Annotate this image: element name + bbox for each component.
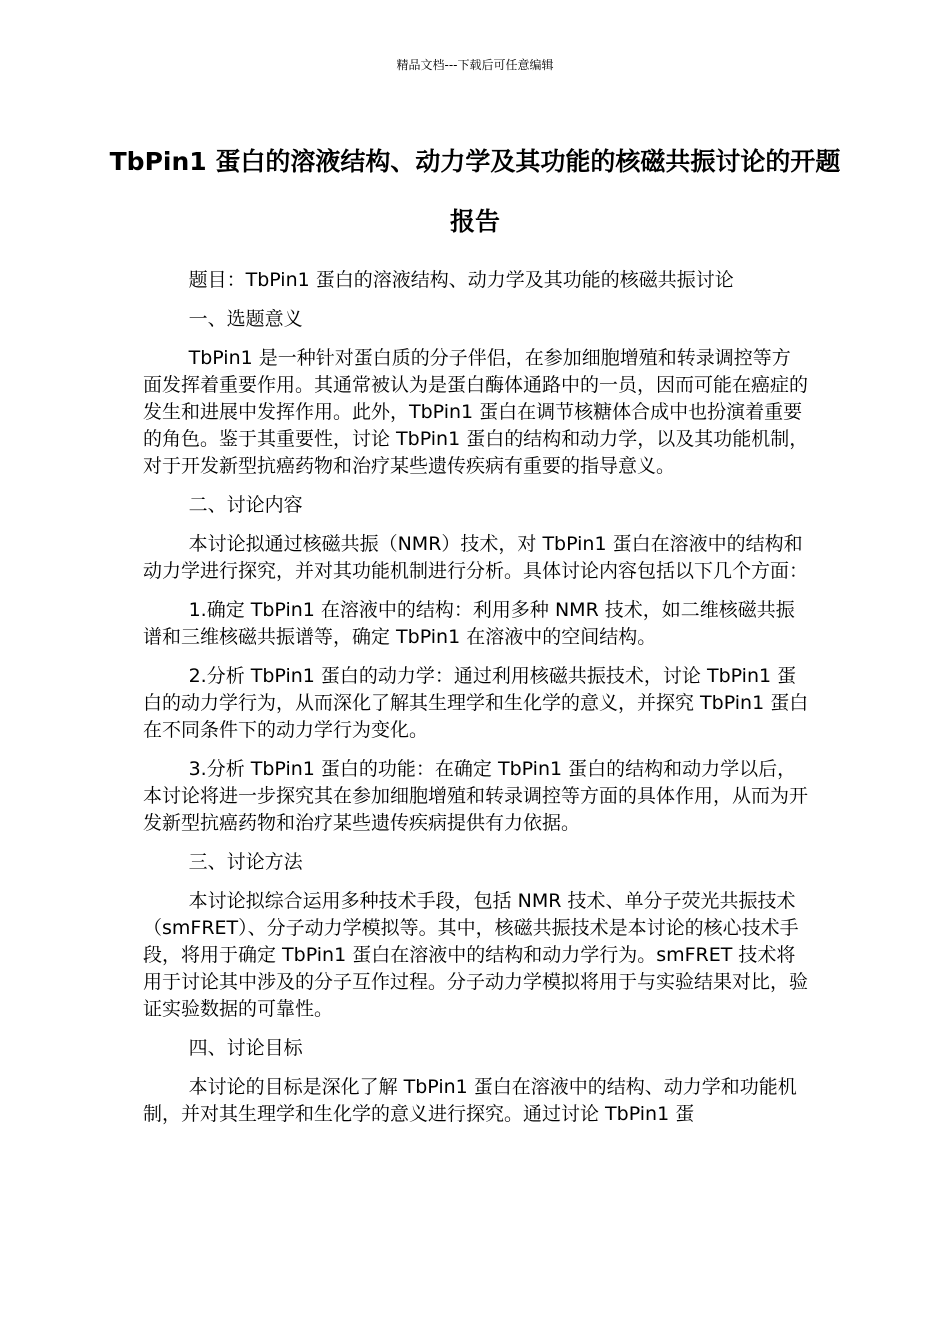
section-heading-significance: 一、选题意义 bbox=[188, 308, 303, 330]
paragraph-content-item-3: 3.分析 TbPin1 蛋白的功能：在确定 TbPin1 蛋白的结构和动力学以后，本讨论将进一步探究其在参加细胞增殖和转录调控等方面的具体作用，从而为开发新型抗癌药物和治疗某些遗传疾病提供有力依据。 bbox=[143, 758, 809, 834]
header-note: 精品文档---下载后可任意编辑 bbox=[396, 58, 554, 72]
paragraph-content-item-1: 1.确定 TbPin1 在溶液中的结构：利用多种 NMR 技术，如二维核磁共振谱和三维核磁共振谱等，确定 TbPin1 在溶液中的空间结构。 bbox=[143, 599, 795, 648]
section-heading-content: 二、讨论内容 bbox=[188, 494, 303, 516]
section-heading-methods: 三、讨论方法 bbox=[188, 851, 303, 873]
paragraph-content-item-2: 2.分析 TbPin1 蛋白的动力学：通过利用核磁共振技术，讨论 TbPin1 蛋白的动力学行为，从而深化了解其生理学和生化学的意义，并探究 TbPin1 蛋白在不同条件下的动力学行为变化。 bbox=[143, 665, 809, 741]
subject-line: 题目：TbPin1 蛋白的溶液结构、动力学及其功能的核磁共振讨论 bbox=[188, 269, 734, 291]
paragraph-significance: TbPin1 是一种针对蛋白质的分子伴侣，在参加细胞增殖和转录调控等方面发挥着重要作用。其通常被认为是蛋白酶体通路中的一员，因而可能在癌症的发生和进展中发挥作用。此外，TbPin1 蛋白在调节核糖体合成中也扮演着重要的角色。鉴于其重要性，讨论 TbPin1 蛋白的结构和动力学，以及其功能机制，对于开发新型抗癌药物和治疗某些遗传疾病有重要的指导意义。 bbox=[143, 347, 809, 477]
section-heading-goals: 四、讨论目标 bbox=[188, 1037, 303, 1059]
paragraph-goals: 本讨论的目标是深化了解 TbPin1 蛋白在溶液中的结构、动力学和功能机制，并对其生理学和生化学的意义进行探究。通过讨论 TbPin1 蛋 bbox=[143, 1076, 797, 1125]
paragraph-content-intro: 本讨论拟通过核磁共振（NMR）技术，对 TbPin1 蛋白在溶液中的结构和动力学进行探究，并对其功能机制进行分析。具体讨论内容包括以下几个方面： bbox=[143, 533, 809, 582]
document-body bbox=[143, 267, 809, 1140]
document-title: TbPin1 蛋白的溶液结构、动力学及其功能的核磁共振讨论的开题报告 bbox=[109, 147, 841, 236]
paragraph-methods: 本讨论拟综合运用多种技术手段，包括 NMR 技术、单分子荧光共振技术（smFRET）、分子动力学模拟等。其中，核磁共振技术是本讨论的核心技术手段，将用于确定 TbPin1 蛋白在溶液中的结构和动力学行为。smFRET 技术将用于讨论其中涉及的分子互作过程。分子动力学模拟将用于与实验结果对比，验证实验数据的可靠性。 bbox=[143, 890, 809, 1020]
